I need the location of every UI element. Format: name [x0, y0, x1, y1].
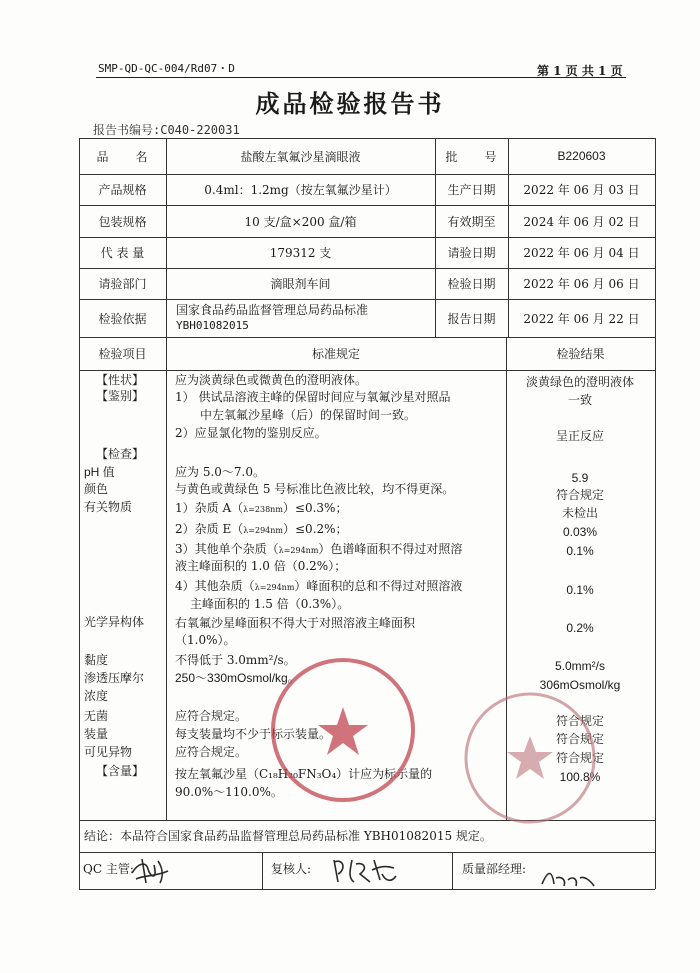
identification-result-1: 一致	[567, 393, 592, 407]
reviewer-signature	[330, 852, 400, 888]
department-label: 请验部门	[98, 277, 147, 291]
identification-result-2: 呈正反应	[555, 429, 604, 443]
related-result-1: 未检出	[561, 506, 598, 520]
optical-standard-1: 右氧氟沙星峰面积不得大于对照溶液主峰面积	[175, 616, 416, 630]
appearance-standard: 应为淡黄绿色或微黄色的澄明液体。	[175, 373, 368, 387]
color-label: 颜色	[84, 482, 109, 496]
table-line	[262, 852, 263, 889]
related-standard-3-pre: 3）其他单个杂质（	[175, 542, 279, 556]
related-result-3: 0.1%	[566, 544, 594, 558]
fill-volume-standard: 每支装量均不少于标示装量。	[175, 727, 332, 741]
qc-supervisor-label: QC 主管:	[83, 862, 134, 876]
quantity-label: 代 表 量	[100, 246, 145, 260]
report-number-label: 报告书编号:	[93, 123, 161, 137]
batch-value: B220603	[557, 149, 606, 163]
qa-manager-signature	[538, 866, 598, 890]
sterility-label: 无菌	[84, 709, 109, 723]
header-rule	[96, 77, 626, 78]
related-standard-1-post: ）≤0.3%；	[282, 501, 348, 515]
related-result-2: 0.03%	[562, 525, 598, 539]
report-date-value: 2022 年 06 月 22 日	[523, 311, 640, 326]
conclusion: 结论：本品符合国家食品药品监督管理总局药品标准 YBH01082015 规定。	[84, 829, 492, 843]
basis-line-1: 国家食品药品监督管理总局药品标准	[176, 303, 369, 317]
optical-result: 0.2%	[566, 621, 594, 635]
related-standard-1-pre: 1）杂质 A（	[175, 501, 244, 515]
related-standard-3	[175, 541, 462, 559]
related-standard-3b: 液主峰面积的 1.0 倍（0.2%）；	[175, 559, 347, 573]
column-item-header: 检验项目	[98, 347, 147, 361]
request-date-value: 2022 年 06 月 04 日	[523, 246, 640, 260]
identification-standard-1a: 1） 供试品溶液主峰的保留时间应与氧氟沙星对照品	[175, 390, 451, 404]
table-line	[452, 852, 453, 889]
report-date-label: 报告日期	[447, 311, 496, 326]
osmolality-label-2: 浓度	[84, 689, 109, 703]
report-number	[93, 121, 240, 138]
assay-standard-2: 90.0%～110.0%。	[175, 785, 283, 799]
batch-label: 批 号	[445, 149, 498, 164]
page-info: 第 1 页 共 1 页	[537, 64, 623, 78]
column-result-header: 检验结果	[556, 347, 605, 361]
color-result: 符合规定	[555, 488, 604, 502]
color-standard: 与黄色或黄绿色 5 号标准比色液比较，均不得更深。	[175, 482, 455, 496]
qa-manager-label: 质量部经理:	[462, 862, 527, 876]
visible-particles-standard: 应符合规定。	[175, 745, 248, 759]
assay-label: 【含量】	[96, 764, 145, 778]
visible-particles-result: 符合规定	[555, 751, 604, 765]
test-date-label: 检验日期	[447, 277, 496, 291]
identification-label: 【鉴别】	[96, 389, 145, 403]
test-date-value: 2022 年 06 月 06 日	[523, 277, 640, 291]
basis-value	[176, 302, 368, 334]
pack-label: 包装规格	[98, 214, 147, 229]
department-value: 滴眼剂车间	[270, 277, 331, 291]
wavelength-note: λ=294nm	[254, 583, 295, 592]
ph-label: pH 值	[84, 465, 115, 479]
product-label: 品 名	[96, 149, 149, 164]
related-standard-4b: 主峰面积的 1.5 倍（0.3%）。	[190, 597, 350, 611]
assay-standard-1: 按左氧氟沙星（C₁₈H₂₀FN₃O₄）计应为标示量的	[175, 767, 433, 781]
related-result-4: 0.1%	[566, 583, 594, 597]
visible-particles-label: 可见异物	[84, 745, 133, 759]
page-title: 成品检验报告书	[255, 90, 445, 118]
related-standard-2-pre: 2）杂质 E（	[175, 522, 244, 536]
related-standard-1	[175, 500, 347, 518]
osmolality-result: 306mOsmol/kg	[539, 678, 621, 692]
table-line	[655, 138, 656, 889]
mfg-date-label: 生产日期	[447, 183, 496, 197]
ph-result: 5.9	[571, 471, 589, 485]
viscosity-standard: 不得低于 3.0mm²/s。	[175, 653, 296, 667]
basis-line-2: YBH01082015	[176, 319, 249, 332]
related-standard-4	[175, 578, 462, 596]
spec-value: 0.4ml：1.2mg（按左氧氟沙星计）	[204, 183, 397, 197]
related-standard-2	[175, 521, 348, 539]
document-code: SMP-QD-QC-004/Rd07・D	[98, 62, 235, 75]
identification-standard-1b: 中左氧氟沙星峰（后）的保留时间一致。	[200, 408, 417, 422]
wavelength-note: λ=294nm	[278, 546, 319, 555]
identification-standard-2: 2）应显氯化物的鉴别反应。	[175, 426, 327, 440]
report-number-value: C040-220031	[160, 123, 240, 137]
fill-volume-label: 装量	[84, 727, 109, 741]
wavelength-note: λ=294nm	[243, 526, 283, 535]
quantity-value: 179312 支	[269, 246, 332, 260]
basis-label: 检验依据	[98, 311, 147, 326]
related-standard-4-pre: 4）其他杂质（	[175, 579, 255, 593]
osmolality-standard: 250～330mOsmol/kg。	[175, 671, 300, 685]
exp-date-value: 2024 年 06 月 02 日	[523, 214, 640, 229]
table-line	[79, 820, 655, 821]
related-substances-label: 有关物质	[84, 500, 133, 514]
spec-label: 产品规格	[98, 183, 147, 197]
related-standard-3-post: ）色谱峰面积不得过对照溶	[318, 542, 463, 556]
pack-value: 10 支/盒×200 盒/箱	[244, 214, 357, 229]
ph-standard: 应为 5.0～7.0。	[175, 465, 265, 479]
exp-date-label: 有效期至	[447, 214, 496, 229]
osmolality-label-1: 渗透压摩尔	[84, 671, 145, 685]
viscosity-result: 5.0mm²/s	[554, 659, 605, 673]
product-value: 盐酸左氧氟沙星滴眼液	[240, 149, 361, 164]
qc-signature	[128, 853, 173, 887]
related-standard-2-post: ）≤0.2%；	[283, 522, 348, 536]
fill-volume-result: 符合规定	[555, 732, 604, 746]
wavelength-note: λ=238nm	[243, 505, 283, 514]
appearance-result: 淡黄绿色的澄明液体	[525, 375, 634, 389]
optical-isomer-label: 光学异构体	[84, 615, 145, 629]
company-seal	[268, 655, 418, 805]
sterility-result: 符合规定	[555, 714, 604, 728]
appearance-label: 【性状】	[96, 373, 145, 387]
viscosity-label: 黏度	[84, 653, 109, 667]
related-standard-4-post: ）峰面积的总和不得过对照溶液	[294, 579, 463, 593]
request-date-label: 请验日期	[447, 246, 496, 260]
inspection-seal	[460, 688, 600, 828]
sterility-standard: 应符合规定。	[175, 709, 248, 723]
mfg-date-value: 2022 年 06 月 03 日	[523, 183, 640, 197]
assay-result: 100.8%	[559, 770, 601, 784]
check-label: 【检查】	[96, 447, 145, 461]
reviewer-label: 复核人:	[271, 862, 312, 876]
column-standard-header: 标准规定	[311, 347, 360, 361]
optical-standard-2: （1.0%）。	[175, 633, 236, 647]
